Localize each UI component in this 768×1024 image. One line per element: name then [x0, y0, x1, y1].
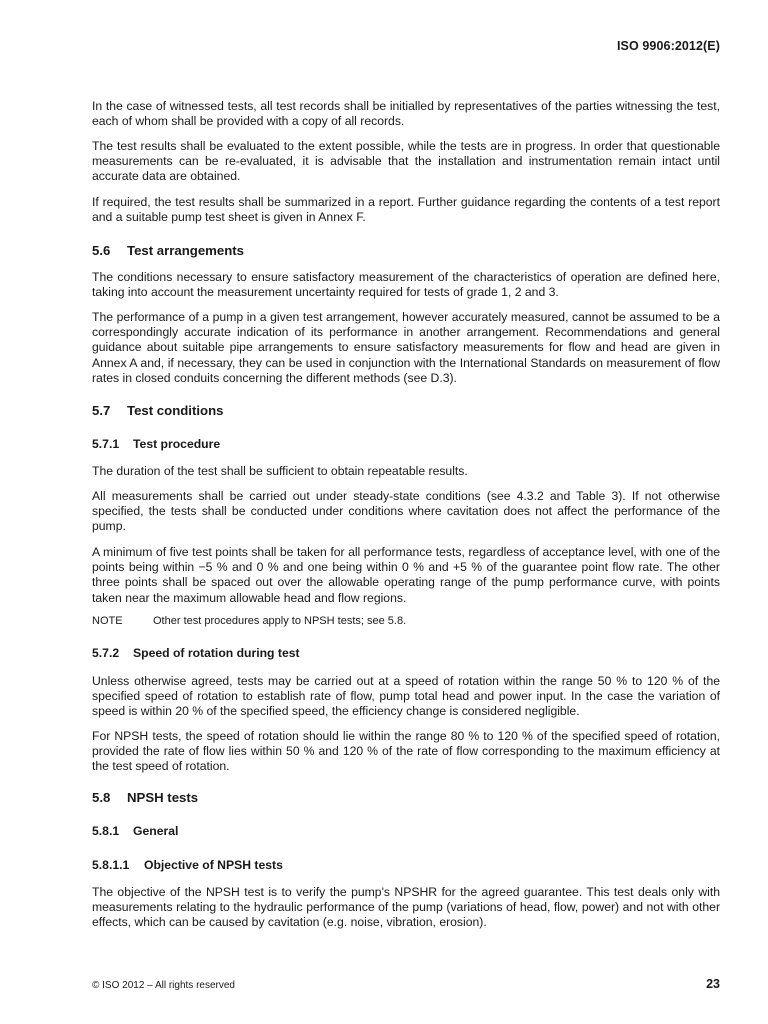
- subsection-heading-5-7-2: [92, 646, 720, 661]
- paragraph: The objective of the NPSH test is to verify the pump's NPSHR for the agreed guarantee. This test deals only with measurements relating to the hydraulic performance of the pump (variations of head, flow, power) and not with other effects, which can be caused by cavitation (e.g. noise, vibration, erosion).: [92, 885, 720, 930]
- section-title: Test procedure: [133, 437, 221, 451]
- note: [92, 614, 720, 628]
- paragraph: Unless otherwise agreed, tests may be carried out at a speed of rotation within the range 50 % to 120 % of the specified speed of rotation to establish rate of flow, pump total head and power input. In the case the variation of speed is within 20 % of the specified speed, the efficiency change is considered negligible.: [92, 674, 720, 719]
- subsection-heading-5-7-1: [92, 437, 720, 452]
- paragraph: The conditions necessary to ensure satisfactory measurement of the characteristics of operation are defined here, taking into account the measurement uncertainty required for tests of grade 1, 2 and 3.: [92, 270, 720, 300]
- section-number: 5.8.1.1: [92, 858, 130, 872]
- section-title: Test conditions: [127, 403, 224, 418]
- section-number: 5.7.1: [92, 437, 120, 451]
- document-header: ISO 9906:2012(E): [616, 39, 720, 53]
- section-title: Test arrangements: [127, 243, 245, 258]
- paragraph: A minimum of five test points shall be taken for all performance tests, regardless of acceptance level, with one of the points being within −5 % and 0 % and one being within 0 % and +5 % of the guarantee point flow rate. The other three points shall be spaced out over the allowable operating range of the pump performance curve, with points taken near the maximum allowable head and flow regions.: [92, 545, 720, 605]
- section-title: General: [133, 824, 179, 838]
- subsection-heading-5-8-1: [92, 824, 720, 839]
- paragraph: If required, the test results shall be summarized in a report. Further guidance regarding the contents of a test report and a suitable pump test sheet is given in Annex F.: [92, 195, 720, 225]
- copyright-footer: © ISO 2012 – All rights reserved: [92, 980, 235, 991]
- note-text: Other test procedures apply to NPSH tests; see 5.8.: [153, 615, 407, 627]
- section-number: 5.8.1: [92, 824, 120, 838]
- section-title: NPSH tests: [127, 790, 199, 805]
- paragraph: The duration of the test shall be sufficient to obtain repeatable results.: [92, 464, 468, 478]
- paragraph: The test results shall be evaluated to the extent possible, while the tests are in progress. In order that questionable measurements can be re-evaluated, it is advisable that the installation and instrumentation remain intact until accurate data are obtained.: [92, 139, 720, 184]
- section-heading-5-8: [92, 790, 720, 806]
- paragraph: All measurements shall be carried out under steady-state conditions (see 4.3.2 and Table 3). If not otherwise specified, the tests shall be conducted under conditions where cavitation does not affect the performance of the pump.: [92, 489, 720, 534]
- page-number: 23: [706, 977, 720, 991]
- paragraph: In the case of witnessed tests, all test records shall be initialled by representatives of the parties witnessing the test, each of whom shall be provided with a copy of all records.: [92, 99, 720, 129]
- section-number: 5.8: [92, 790, 111, 805]
- section-title: Objective of NPSH tests: [144, 858, 283, 872]
- note-label: NOTE: [92, 615, 123, 627]
- section-heading-5-7: [92, 403, 720, 419]
- section-number: 5.6: [92, 243, 111, 258]
- section-title: Speed of rotation during test: [133, 646, 300, 660]
- subsection-heading-5-8-1-1: [92, 858, 720, 873]
- paragraph: The performance of a pump in a given test arrangement, however accurately measured, cannot be assumed to be a correspondingly accurate indication of its performance in another arrangement. Recommendations and general guidance about suitable pipe arrangements to ensure satisfactory measurements for flow and head are given in Annex A and, if necessary, they can be used in conjunction with the International Standards on measurement of flow rates in closed conduits concerning the different methods (see D.3).: [92, 310, 720, 385]
- section-heading-5-6: [92, 243, 720, 259]
- section-number: 5.7: [92, 403, 111, 418]
- paragraph: For NPSH tests, the speed of rotation should lie within the range 80 % to 120 % of the specified speed of rotation, provided the rate of flow lies within 50 % and 120 % of the rate of flow corresponding to the maximum efficiency at the test speed of rotation.: [92, 729, 720, 774]
- section-number: 5.7.2: [92, 646, 120, 660]
